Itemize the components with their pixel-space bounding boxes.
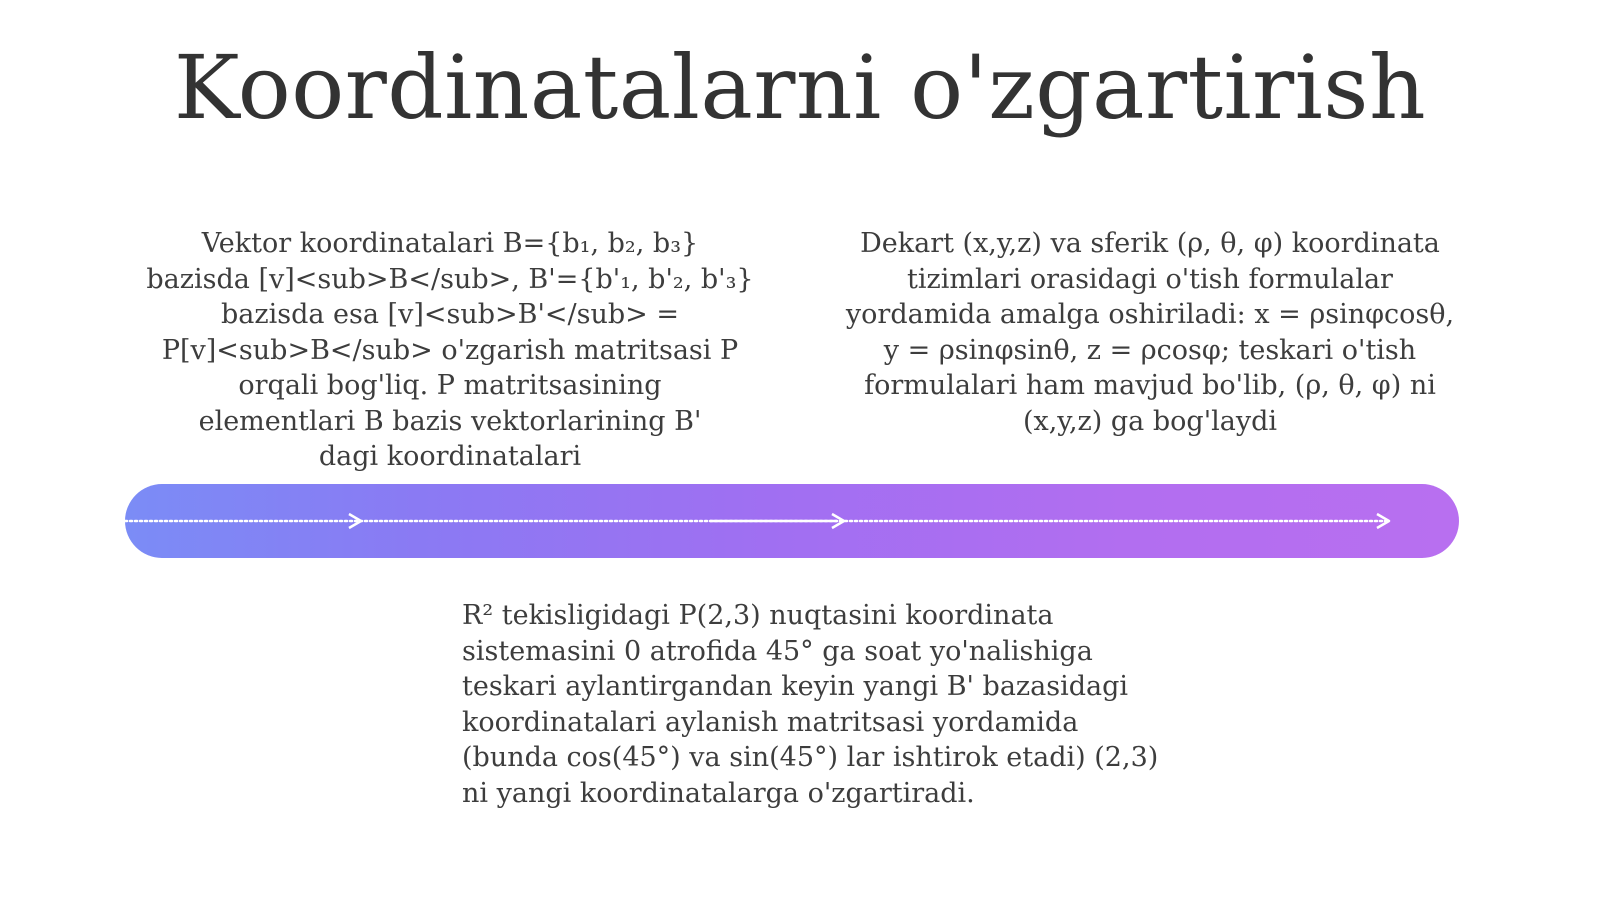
text-line: Dekart (x,y,z) va sferik (ρ, θ, φ) koordinata <box>860 228 1440 259</box>
text-line: koordinatalari aylanish matritsasi yordamida <box>462 706 1079 738</box>
text-line: y = ρsinφsinθ, z = ρcosφ; teskari o'tish <box>883 334 1417 366</box>
text-line: R² tekisligidagi P(2,3) nuqtasini koordinata <box>462 600 1054 631</box>
bottom-text-block <box>462 598 1182 811</box>
text-line: ni yangi koordinatalarga o'zgartiradi. <box>462 777 975 809</box>
text-line: yordamida amalga oshiriladi: x = ρsinφcosθ, <box>845 299 1455 330</box>
text-line: bazisda [v]<sub>B</sub>, B'={b'₁, b'₂, b'₃} <box>146 263 754 295</box>
text-line: teskari aylantirgandan keyin yangi B' bazasidagi <box>462 671 1129 702</box>
text-line: dagi koordinatalari <box>318 441 582 472</box>
text-line: elementlari B bazis vektorlarining B' <box>198 405 702 437</box>
slide-title: Koordinatalarni o'zgartirish <box>173 36 1427 139</box>
text-line: (bunda cos(45°) va sin(45°) lar ishtirok etadi) (2,3) <box>462 742 1159 773</box>
left-text-block <box>140 226 760 475</box>
text-line: P[v]<sub>B</sub> o'zgarish matritsasi P <box>161 334 739 366</box>
text-line: formulalari ham mavjud bo'lib, (ρ, θ, φ) ni <box>864 370 1436 401</box>
text-line: (x,y,z) ga bog'laydi <box>1022 405 1278 437</box>
text-line: sistemasini 0 atrofida 45° ga soat yo'nalishiga <box>462 635 1093 667</box>
text-line: orqali bog'liq. P matritsasining <box>238 370 662 401</box>
text-line: Vektor koordinatalari B={b₁, b₂, b₃} <box>201 228 699 259</box>
timeline-arrows <box>125 484 1459 558</box>
text-line: tizimlari orasidagi o'tish formulalar <box>907 263 1393 295</box>
right-text-block <box>830 226 1470 439</box>
timeline-bar <box>125 484 1459 558</box>
text-line: bazisda esa [v]<sub>B'</sub> = <box>220 299 679 330</box>
